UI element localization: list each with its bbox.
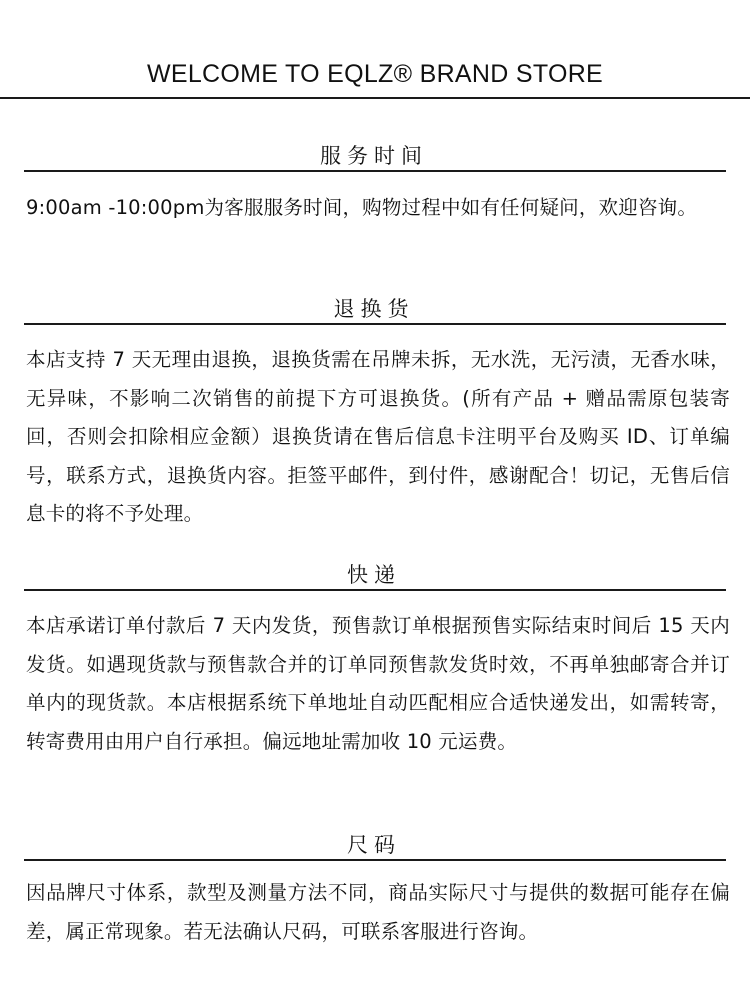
store-welcome-title: WELCOME TO EQLZ® BRAND STORE (146, 60, 604, 88)
section-heading-size: 尺码 (347, 833, 401, 857)
section-heading-service-hours: 服务时间 (320, 144, 428, 168)
section-body-shipping: 本店承诺订单付款后 7 天内发货，预售款订单根据预售实际结束时间后 15 天内发货。如遇现货款与预售款合并的订单同预售款发货时效，不再单独邮寄合并订单内的现货款。本店根据系统下单地址自动匹配相应合适快递发出，如需转寄，转寄费用由用户自行承担。偏远地址需加收 10 元运费。 (26, 614, 730, 753)
section-divider-size (24, 859, 726, 861)
section-divider-service-hours (24, 170, 726, 172)
section-body-returns: 本店支持 7 天无理由退换，退换货需在吊牌未拆，无水洗，无污渍，无香水味，无异味，不影响二次销售的前提下方可退换货。(所有产品 + 赠品需原包装寄回，否则会扣除相应金额）退换货请在售后信息卡注明平台及购买 ID、订单编号，联系方式，退换货内容。拒签平邮件，到付件，感谢配合！切记，无售后信息卡的将不予处理。 (26, 348, 730, 526)
section-heading-shipping: 快递 (347, 563, 401, 587)
section-body-size: 因品牌尺寸体系，款型及测量方法不同，商品实际尺寸与提供的数据可能存在偏差，属正常现象。若无法确认尺码，可联系客服进行咨询。 (26, 881, 730, 943)
section-heading-returns: 退换货 (333, 297, 415, 321)
section-divider-shipping (24, 589, 726, 591)
section-divider-returns (24, 323, 726, 325)
header-divider (0, 97, 750, 99)
section-body-service-hours: 9:00am -10:00pm为客服服务时间，购物过程中如有任何疑问，欢迎咨询。 (26, 196, 698, 219)
